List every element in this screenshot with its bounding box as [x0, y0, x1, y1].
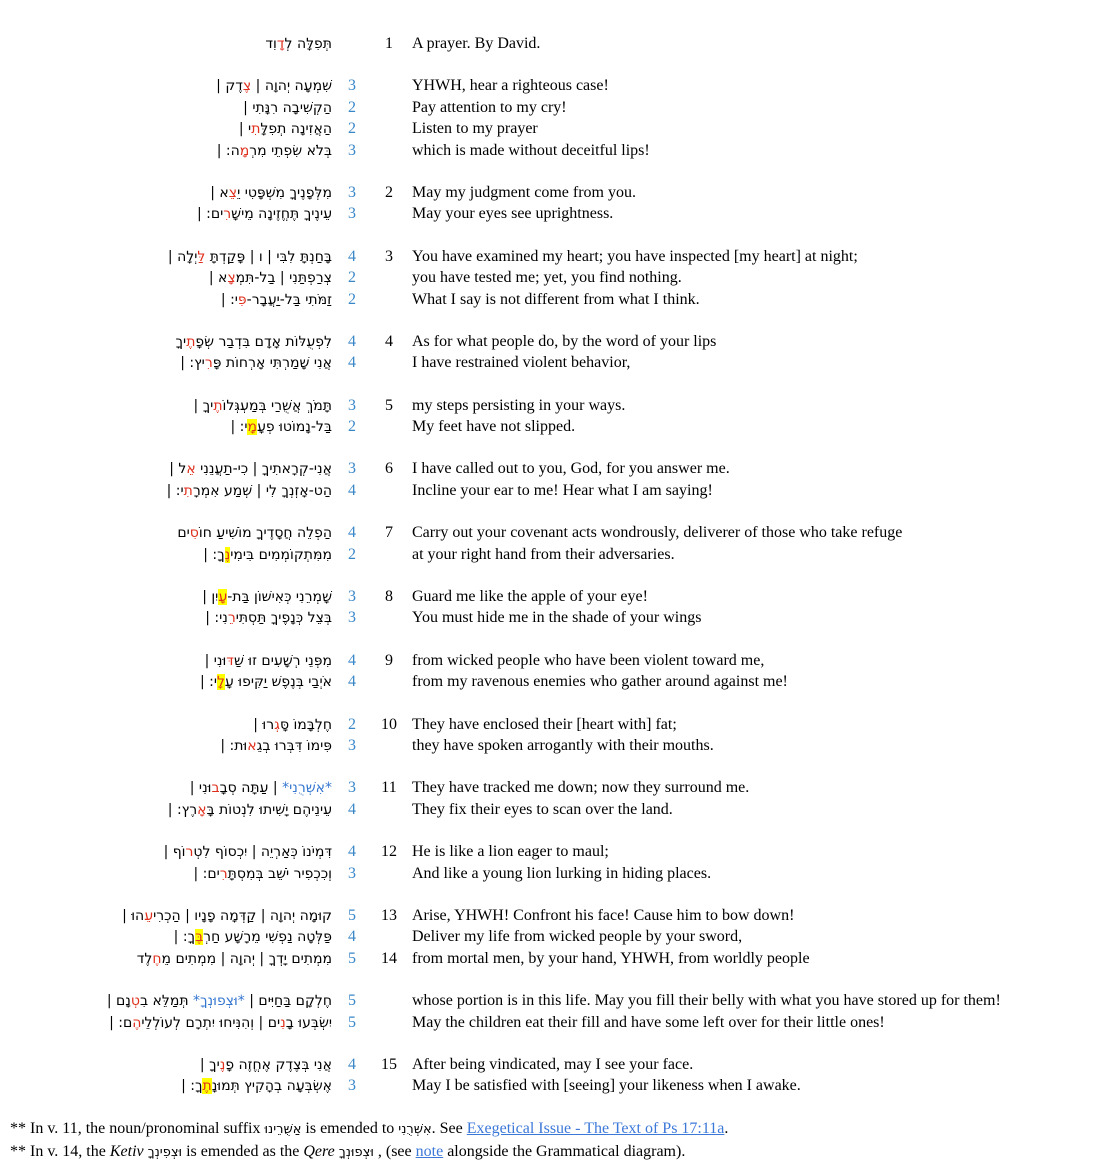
english-translation: Listen to my prayer: [412, 120, 538, 138]
stressed-syllable: תֶ: [202, 1078, 212, 1095]
verse-line: [0, 948, 1110, 969]
hebrew-run: נִי: |: [205, 610, 228, 627]
hebrew-run: עֵינֶיךָ תֶּחֱזֶינָה מֵישָׁ: [231, 206, 332, 223]
hebrew-run: י: |: [199, 674, 217, 691]
hebrew-line: [0, 927, 332, 948]
english-translation: my steps persisting in your ways.: [412, 396, 626, 414]
footnote: [10, 1118, 1110, 1141]
stressed-syllable: חֶ: [152, 950, 162, 967]
hebrew-line: [0, 842, 332, 863]
verse-number: 15: [381, 1055, 397, 1073]
stressed-syllable: ר: [185, 844, 194, 861]
hebrew-run: ים: |: [196, 206, 224, 223]
verse-line: [0, 267, 1110, 288]
word-count: 5: [348, 949, 356, 967]
stanza: [0, 246, 1110, 310]
verse-line: [0, 650, 1110, 671]
stressed-syllable: תִ: [251, 121, 261, 138]
verse-line: [0, 863, 1110, 884]
hebrew-line: [0, 247, 332, 268]
english-translation: What I say is not different from what I think.: [412, 290, 700, 308]
hebrew-line: [0, 864, 332, 885]
hebrew-run: וְכִכְפִיר יֹשֵׁב בְּמִסְתָּ: [227, 865, 332, 882]
stanza: [0, 331, 1110, 374]
word-count: 2: [348, 98, 356, 116]
hebrew-run: יִן |: [202, 589, 219, 606]
hebrew-run: וּנִי |: [204, 652, 227, 669]
hebrew-run: דִּמְיֹנוֹ כְּאַרְיֵה | יִכְסוֹף לִטְ: [193, 844, 332, 861]
hebrew-run: צְרַפְתַּנִי | בַל-תִּמְ: [235, 270, 332, 287]
word-count: 3: [348, 205, 356, 223]
english-translation: May my judgment come from you.: [412, 183, 636, 201]
stanza: [0, 990, 1110, 1033]
verse-number: 13: [381, 906, 397, 924]
stressed-syllable: תִ: [183, 482, 193, 499]
english-translation: A prayer. By David.: [412, 35, 541, 52]
word-count: 4: [348, 800, 356, 818]
verse-line: [0, 671, 1110, 692]
verse-number: 6: [385, 460, 393, 478]
english-translation: Arise, YHWH! Confront his face! Cause him to bow down!: [412, 906, 795, 924]
english-translation: whose portion is in this life. May you fill their belly with what you have stored up for them!: [412, 992, 1001, 1010]
footnote-text: ** In v. 11, the noun/pronominal suffix: [10, 1119, 265, 1137]
stanza: [0, 395, 1110, 438]
stanza: [0, 182, 1110, 225]
hebrew-run: ל |: [169, 461, 187, 478]
word-count: 3: [348, 779, 356, 797]
hebrew-run: חֶלְבָּמוֹ סָּ: [279, 716, 332, 733]
verse-line: [0, 905, 1110, 926]
verse-line: [0, 544, 1110, 565]
footnote-term: Qere: [303, 1142, 335, 1160]
stanza: [0, 905, 1110, 969]
hebrew-line: [0, 183, 332, 204]
stanza: [0, 1054, 1110, 1097]
hebrew-run: רוּ |: [253, 716, 275, 733]
english-translation: May I be satisfied with [seeing] your likeness when I awake.: [412, 1077, 801, 1095]
english-translation: from wicked people who have been violent toward me,: [412, 651, 765, 669]
stressed-syllable: מָ: [247, 419, 257, 436]
hebrew-run: אֲנִי-קְרָאתִיךָ | כִי-תַעֲנֵנִי: [195, 461, 332, 478]
hebrew-line: [0, 906, 332, 927]
hebrew-line: [0, 545, 332, 566]
stanza: [0, 522, 1110, 565]
footnote: [10, 1141, 1110, 1164]
hebrew-run: י: |: [230, 419, 248, 436]
stressed-syllable: צֵ: [228, 184, 238, 201]
hebrew-run: מִמְתִים יָדְךָ | יְהוָה | מִמְתִים מֵ: [161, 950, 332, 967]
verse-line: [0, 416, 1110, 437]
stressed-syllable: רִ: [204, 355, 213, 372]
verse-line: [0, 140, 1110, 161]
hebrew-line: [0, 523, 332, 544]
verse-line: [0, 841, 1110, 862]
stanza: [0, 650, 1110, 693]
word-count: 3: [348, 1077, 356, 1095]
hebrew-line: [0, 353, 332, 374]
word-count: 2: [348, 120, 356, 138]
footnote-text: is emended as the: [182, 1142, 304, 1160]
word-count: 3: [348, 183, 356, 201]
hebrew-run: י: |: [166, 482, 184, 499]
emended-word: *אִשְּׁרֻנִי*: [282, 780, 332, 797]
stressed-syllable: פִּ: [237, 291, 247, 308]
verse-line: [0, 458, 1110, 479]
hebrew-run: יץ: |: [180, 355, 205, 372]
hebrew-run: א |: [208, 270, 228, 287]
verse-line: [0, 331, 1110, 352]
hebrew-run: | עַתָּה סְבָ: [219, 780, 283, 797]
stressed-syllable: דּ: [226, 652, 234, 669]
hebrew-run: ה: |: [216, 142, 240, 159]
word-count: 4: [348, 843, 356, 861]
footnote-hebrew-word: וּצְפִינְךָ: [147, 1144, 183, 1160]
hebrew-run: שִׁמְעָה יְהוָה |: [251, 78, 332, 95]
stressed-syllable: עֵ: [144, 907, 154, 924]
hebrew-line: [0, 396, 332, 417]
hebrew-run: מִפְּנֵי רְשָׁעִים זוּ שַׁ: [233, 652, 332, 669]
hebrew-run: יךָ |: [199, 1056, 220, 1073]
hebrew-run: נָם |: [106, 993, 131, 1010]
footnote-hebrew-word: אִשְּׁרֻנִי: [398, 1121, 432, 1137]
footnote-link[interactable]: note: [415, 1142, 444, 1160]
english-translation: You have examined my heart; you have inspected [my heart] at night;: [412, 247, 858, 265]
hebrew-run: הוּ |: [122, 907, 145, 924]
word-count: 3: [348, 460, 356, 478]
english-translation: you have tested me; yet, you find nothing.: [412, 269, 682, 287]
verse-line: [0, 289, 1110, 310]
verse-line: [0, 735, 1110, 756]
word-count: 4: [348, 673, 356, 691]
english-translation: Pay attention to my cry!: [412, 98, 567, 116]
word-count: 4: [348, 247, 356, 265]
hebrew-run: הַאֲזִינָה תְפִלָּ: [260, 121, 332, 138]
stressed-syllable: נֶ: [224, 546, 231, 563]
english-translation: Carry out your covenant acts wondrously, deliverer of those who take refuge: [412, 524, 903, 542]
hebrew-run: ם: |: [109, 1014, 133, 1031]
stressed-syllable: צֶ: [242, 78, 252, 95]
english-translation: Guard me like the apple of your eye!: [412, 588, 648, 606]
verse-line: [0, 1012, 1110, 1033]
hebrew-line: [0, 1055, 332, 1076]
hebrew-run: אֶשְׂבְּעָה בְהָקִיץ תְּמוּנָ: [211, 1078, 332, 1095]
stanza: [0, 841, 1110, 884]
word-count: 3: [348, 141, 356, 159]
english-translation: Incline your ear to me! Hear what I am saying!: [412, 481, 713, 499]
hebrew-run: תָּמֹךְ אֲשֻׁרַי בְּמַעְגְּלוֹ: [222, 397, 332, 414]
hebrew-run: בַּל-נָמוֹטוּ פְעָ: [256, 419, 332, 436]
stressed-syllable: הֶ: [132, 1014, 142, 1031]
english-translation: May your eyes see uprightness.: [412, 205, 614, 223]
verse-line: [0, 522, 1110, 543]
stanza: [0, 777, 1110, 820]
footnote-term: Ketiv: [109, 1142, 144, 1160]
hebrew-run: ךָ: |: [181, 1078, 203, 1095]
footnote-hebrew-word: וּצְפוּנְךָ: [338, 1144, 374, 1160]
hebrew-run: זַמֹּתִי בַּל-יַעֲבָר-: [246, 291, 332, 308]
stressed-syllable: גְ: [274, 716, 280, 733]
hebrew-line: [0, 949, 332, 970]
english-translation: As for what people do, by the word of your lips: [412, 332, 717, 350]
verse-line: [0, 480, 1110, 501]
hebrew-line: [0, 778, 332, 799]
hebrew-run: י: |: [220, 291, 238, 308]
hebrew-line: [0, 736, 332, 757]
word-count: 3: [348, 609, 356, 627]
word-count: 4: [348, 332, 356, 350]
stressed-syllable: סִ: [189, 525, 199, 542]
word-count: 3: [348, 396, 356, 414]
verse-line: [0, 777, 1110, 798]
hebrew-run: הַפְלֵה חֲסָדֶיךָ מוֹשִׁיעַ חוֹ: [198, 525, 332, 542]
stanza: [0, 714, 1110, 757]
stanza: [0, 458, 1110, 501]
hebrew-line: [0, 417, 332, 438]
english-translation: from mortal men, by your hand, YHWH, from worldly people: [412, 949, 810, 967]
hebrew-run: בְּלֹא שִׂפְתֵי מִרְ: [249, 142, 332, 159]
verse-line: [0, 926, 1110, 947]
hebrew-run: ךָ: |: [203, 546, 225, 563]
footnote-text: ** In v. 14, the: [10, 1142, 110, 1160]
hebrew-line: [0, 1013, 332, 1034]
word-count: 4: [348, 928, 356, 946]
english-translation: YHWH, hear a righteous case!: [412, 77, 609, 95]
english-translation: He is like a lion eager to maul;: [412, 843, 609, 861]
word-count: 2: [348, 418, 356, 436]
english-translation: They have enclosed their [heart with] fat;: [412, 715, 677, 733]
footnote-text: is emended to: [301, 1119, 399, 1137]
verse-line: [0, 97, 1110, 118]
verse-line: [0, 118, 1110, 139]
hebrew-run: מִמִּתְקוֹמְמִים בִּימִי: [230, 546, 332, 563]
hebrew-line: [0, 800, 332, 821]
word-count: 5: [348, 992, 356, 1010]
stressed-syllable: רִ: [223, 206, 232, 223]
footnotes-section: [0, 1118, 1110, 1164]
verse-line: [0, 33, 1110, 54]
hebrew-run: וֹף |: [163, 844, 186, 861]
hebrew-run: אֹיְבַי בְּנֶפֶשׁ יַקִּיפוּ עָ: [224, 674, 332, 691]
hebrew-run: וּנִי |: [189, 780, 212, 797]
footnote-text: , (see: [373, 1142, 416, 1160]
english-translation: And like a young lion lurking in hiding places.: [412, 864, 712, 882]
hebrew-line: [0, 587, 332, 608]
verse-number: 3: [385, 247, 393, 265]
hebrew-line: [0, 34, 332, 55]
hebrew-line: [0, 268, 332, 289]
english-translation: from my ravenous enemies who gather around against me!: [412, 673, 788, 691]
word-count: 2: [348, 290, 356, 308]
hebrew-run: ים: [177, 525, 190, 542]
hebrew-line: [0, 332, 332, 353]
word-count: 5: [348, 1013, 356, 1031]
verse-line: [0, 1075, 1110, 1096]
word-count: 3: [348, 864, 356, 882]
stressed-syllable: אֵ: [186, 461, 196, 478]
hebrew-run: חֶלְקָם בַּחַיִּים |: [244, 993, 332, 1010]
word-count: 5: [348, 906, 356, 924]
verse-line: [0, 182, 1110, 203]
hebrew-run: י |: [238, 121, 252, 138]
hebrew-run: לִפְעֻלּוֹת אָדָם בִּדְבַר שְׂפָ: [195, 333, 332, 350]
hebrew-line: [0, 672, 332, 693]
verse-line: [0, 395, 1110, 416]
word-count: 4: [348, 651, 356, 669]
hebrew-line: [0, 608, 332, 629]
stressed-syllable: ב: [211, 780, 220, 797]
word-count: 4: [348, 354, 356, 372]
hebrew-line: [0, 459, 332, 480]
hebrew-line: [0, 1076, 332, 1097]
hebrew-run: הַט-אָזְנְךָ לִי | שְׁמַע אִמְרָ: [192, 482, 332, 499]
hebrew-run: יִשְׂבְּעוּ בָ: [285, 1014, 332, 1031]
stressed-syllable: בֶּ: [195, 929, 204, 946]
english-translation: I have restrained violent behavior,: [412, 354, 631, 372]
stressed-syllable: תֶ: [186, 333, 196, 350]
verse-line: [0, 990, 1110, 1011]
word-count: 3: [348, 588, 356, 606]
verse-line: [0, 607, 1110, 628]
hebrew-line: [0, 141, 332, 162]
verse-line: [0, 1054, 1110, 1075]
stressed-syllable: א: [247, 737, 257, 754]
hebrew-run: בָּחַנְתָּ לִבִּי | ו | פָּקַדְתָּ: [205, 248, 332, 265]
hebrew-run: ךָ: |: [173, 929, 196, 946]
hebrew-run: עֵינֵיהֶם יָשִׁיתוּ לִנְטוֹת בָּ: [206, 801, 332, 818]
stressed-syllable: מָ: [239, 142, 250, 159]
stressed-syllable: טְ: [130, 993, 140, 1010]
hebrew-run: ים: |: [193, 865, 220, 882]
hebrew-line: [0, 481, 332, 502]
hebrew-run: תְּמַלֵּא בִ: [139, 993, 193, 1010]
english-translation: which is made without deceitful lips!: [412, 141, 650, 159]
verse-line: [0, 246, 1110, 267]
footnote-text: alongside the Grammatical diagram).: [443, 1142, 686, 1160]
footnote-text: . See: [431, 1119, 467, 1137]
hebrew-run: מִלְּפָנֶיךָ מִשְׁפָּטִי יֵ: [237, 184, 332, 201]
verse-number: 1: [385, 35, 393, 52]
hebrew-run: יךָ |: [193, 397, 214, 414]
hebrew-run: פַּלְּטָה נַפְשִׁי מֵרָשָׁע חַרְ: [203, 929, 332, 946]
verse-line: [0, 586, 1110, 607]
word-count: 2: [348, 545, 356, 563]
english-translation: Deliver my life from wicked people by your sword,: [412, 928, 743, 946]
verse-number: 2: [385, 183, 393, 201]
verse-number: 7: [385, 524, 393, 542]
hebrew-run: הַקְשִׁיבָה רִנָּתִי |: [243, 99, 332, 116]
hebrew-line: [0, 991, 332, 1012]
hebrew-line: [0, 715, 332, 736]
hebrew-run: אֲנִי שָׁמַרְתִּי אָרְחוֹת פָּ: [212, 355, 332, 372]
verse-number: 9: [385, 651, 393, 669]
verse-number: 5: [385, 396, 393, 414]
english-translation: They fix their eyes to scan over the land.: [412, 800, 673, 818]
english-translation: You must hide me in the shade of your wings: [412, 609, 702, 627]
stressed-syllable: צָ: [227, 270, 236, 287]
hebrew-line: [0, 119, 332, 140]
hebrew-run: יְלָה |: [167, 248, 198, 265]
verse-number: 8: [385, 588, 393, 606]
footnote-link[interactable]: Exegetical Issue - The Text of Ps 17:11a: [466, 1119, 725, 1137]
stanza: [0, 33, 1110, 54]
word-count: 2: [348, 269, 356, 287]
word-count: 3: [348, 77, 356, 95]
hebrew-run: א |: [210, 184, 229, 201]
verse-number: 11: [381, 779, 397, 797]
hebrew-run: קוּמָה יְהוָה | קַדְּמָה פָנָיו | הַכְרִי: [153, 907, 332, 924]
verse-number: 10: [381, 715, 397, 733]
verse-number: 12: [381, 843, 397, 861]
word-count: 4: [348, 1055, 356, 1073]
hebrew-line: [0, 290, 332, 311]
hebrew-run: רֶץ: |: [167, 801, 198, 818]
footnote-text: .: [724, 1119, 729, 1137]
hebrew-run: וּת: |: [220, 737, 248, 754]
stressed-syllable: לַּ: [197, 248, 206, 265]
verse-number: 4: [385, 332, 393, 350]
stressed-syllable: אָ: [197, 801, 207, 818]
hebrew-run: שָׁמְרֵנִי כְּאִישׁוֹן בַּת-: [227, 589, 332, 606]
stressed-syllable: רֵ: [227, 610, 236, 627]
hebrew-run: ים | וְהִנִּיחוּ יִתְרָם לְעוֹלְלֵי: [141, 1014, 281, 1031]
english-translation: they have spoken arrogantly with their mouths.: [412, 736, 714, 754]
verse-line: [0, 714, 1110, 735]
hebrew-line: [0, 204, 332, 225]
hebrew-run: יךָ: [175, 333, 187, 350]
english-translation: They have tracked me down; now they surround me.: [412, 779, 750, 797]
hebrew-run: דֶק |: [216, 78, 243, 95]
verse-line: [0, 352, 1110, 373]
verse-line: [0, 75, 1110, 96]
word-count: 3: [348, 736, 356, 754]
verse-line: [0, 203, 1110, 224]
verse-line: [0, 799, 1110, 820]
emended-word: *וּצְפוּנְךָ*: [193, 993, 245, 1010]
word-count: 4: [348, 481, 356, 499]
english-translation: My feet have not slipped.: [412, 418, 576, 436]
hebrew-line: [0, 76, 332, 97]
stressed-syllable: עָ: [218, 589, 228, 606]
stressed-syllable: דָ: [276, 36, 285, 52]
word-count: 4: [348, 524, 356, 542]
hebrew-run: פִּימוֹ דִּבְּרוּ בְגֵ: [256, 737, 332, 754]
hebrew-run: וִד: [265, 36, 277, 52]
hebrew-run: בְּצֵל כְּנָפֶיךָ תַּסְתִּי: [235, 610, 332, 627]
stanza: [0, 586, 1110, 629]
word-count: 2: [348, 715, 356, 733]
hebrew-run: לֶד: [136, 950, 153, 967]
hebrew-run: אֲנִי בְּצֶדֶק אֶחֱזֶה פָ: [225, 1056, 332, 1073]
english-translation: May the children eat their fill and have some left over for their little ones!: [412, 1013, 885, 1031]
hebrew-line: [0, 98, 332, 119]
english-translation: After being vindicated, may I see your face.: [412, 1055, 694, 1073]
stressed-syllable: רִ: [219, 865, 228, 882]
english-translation: at your right hand from their adversaries.: [412, 545, 675, 563]
footnote-hebrew-word: אַשֻּׁרֵינוּ: [264, 1121, 302, 1137]
verse-number: 14: [381, 949, 397, 967]
stressed-syllable: נִ: [280, 1014, 286, 1031]
stanza: [0, 75, 1110, 161]
stressed-syllable: נֶ: [219, 1056, 226, 1073]
hebrew-run: תְּפִלָּה לְ: [284, 36, 332, 52]
stressed-syllable: תֶ: [213, 397, 223, 414]
hebrew-line: [0, 651, 332, 672]
stressed-syllable: לָ: [216, 674, 225, 691]
english-translation: I have called out to you, God, for you answer me.: [412, 460, 730, 478]
